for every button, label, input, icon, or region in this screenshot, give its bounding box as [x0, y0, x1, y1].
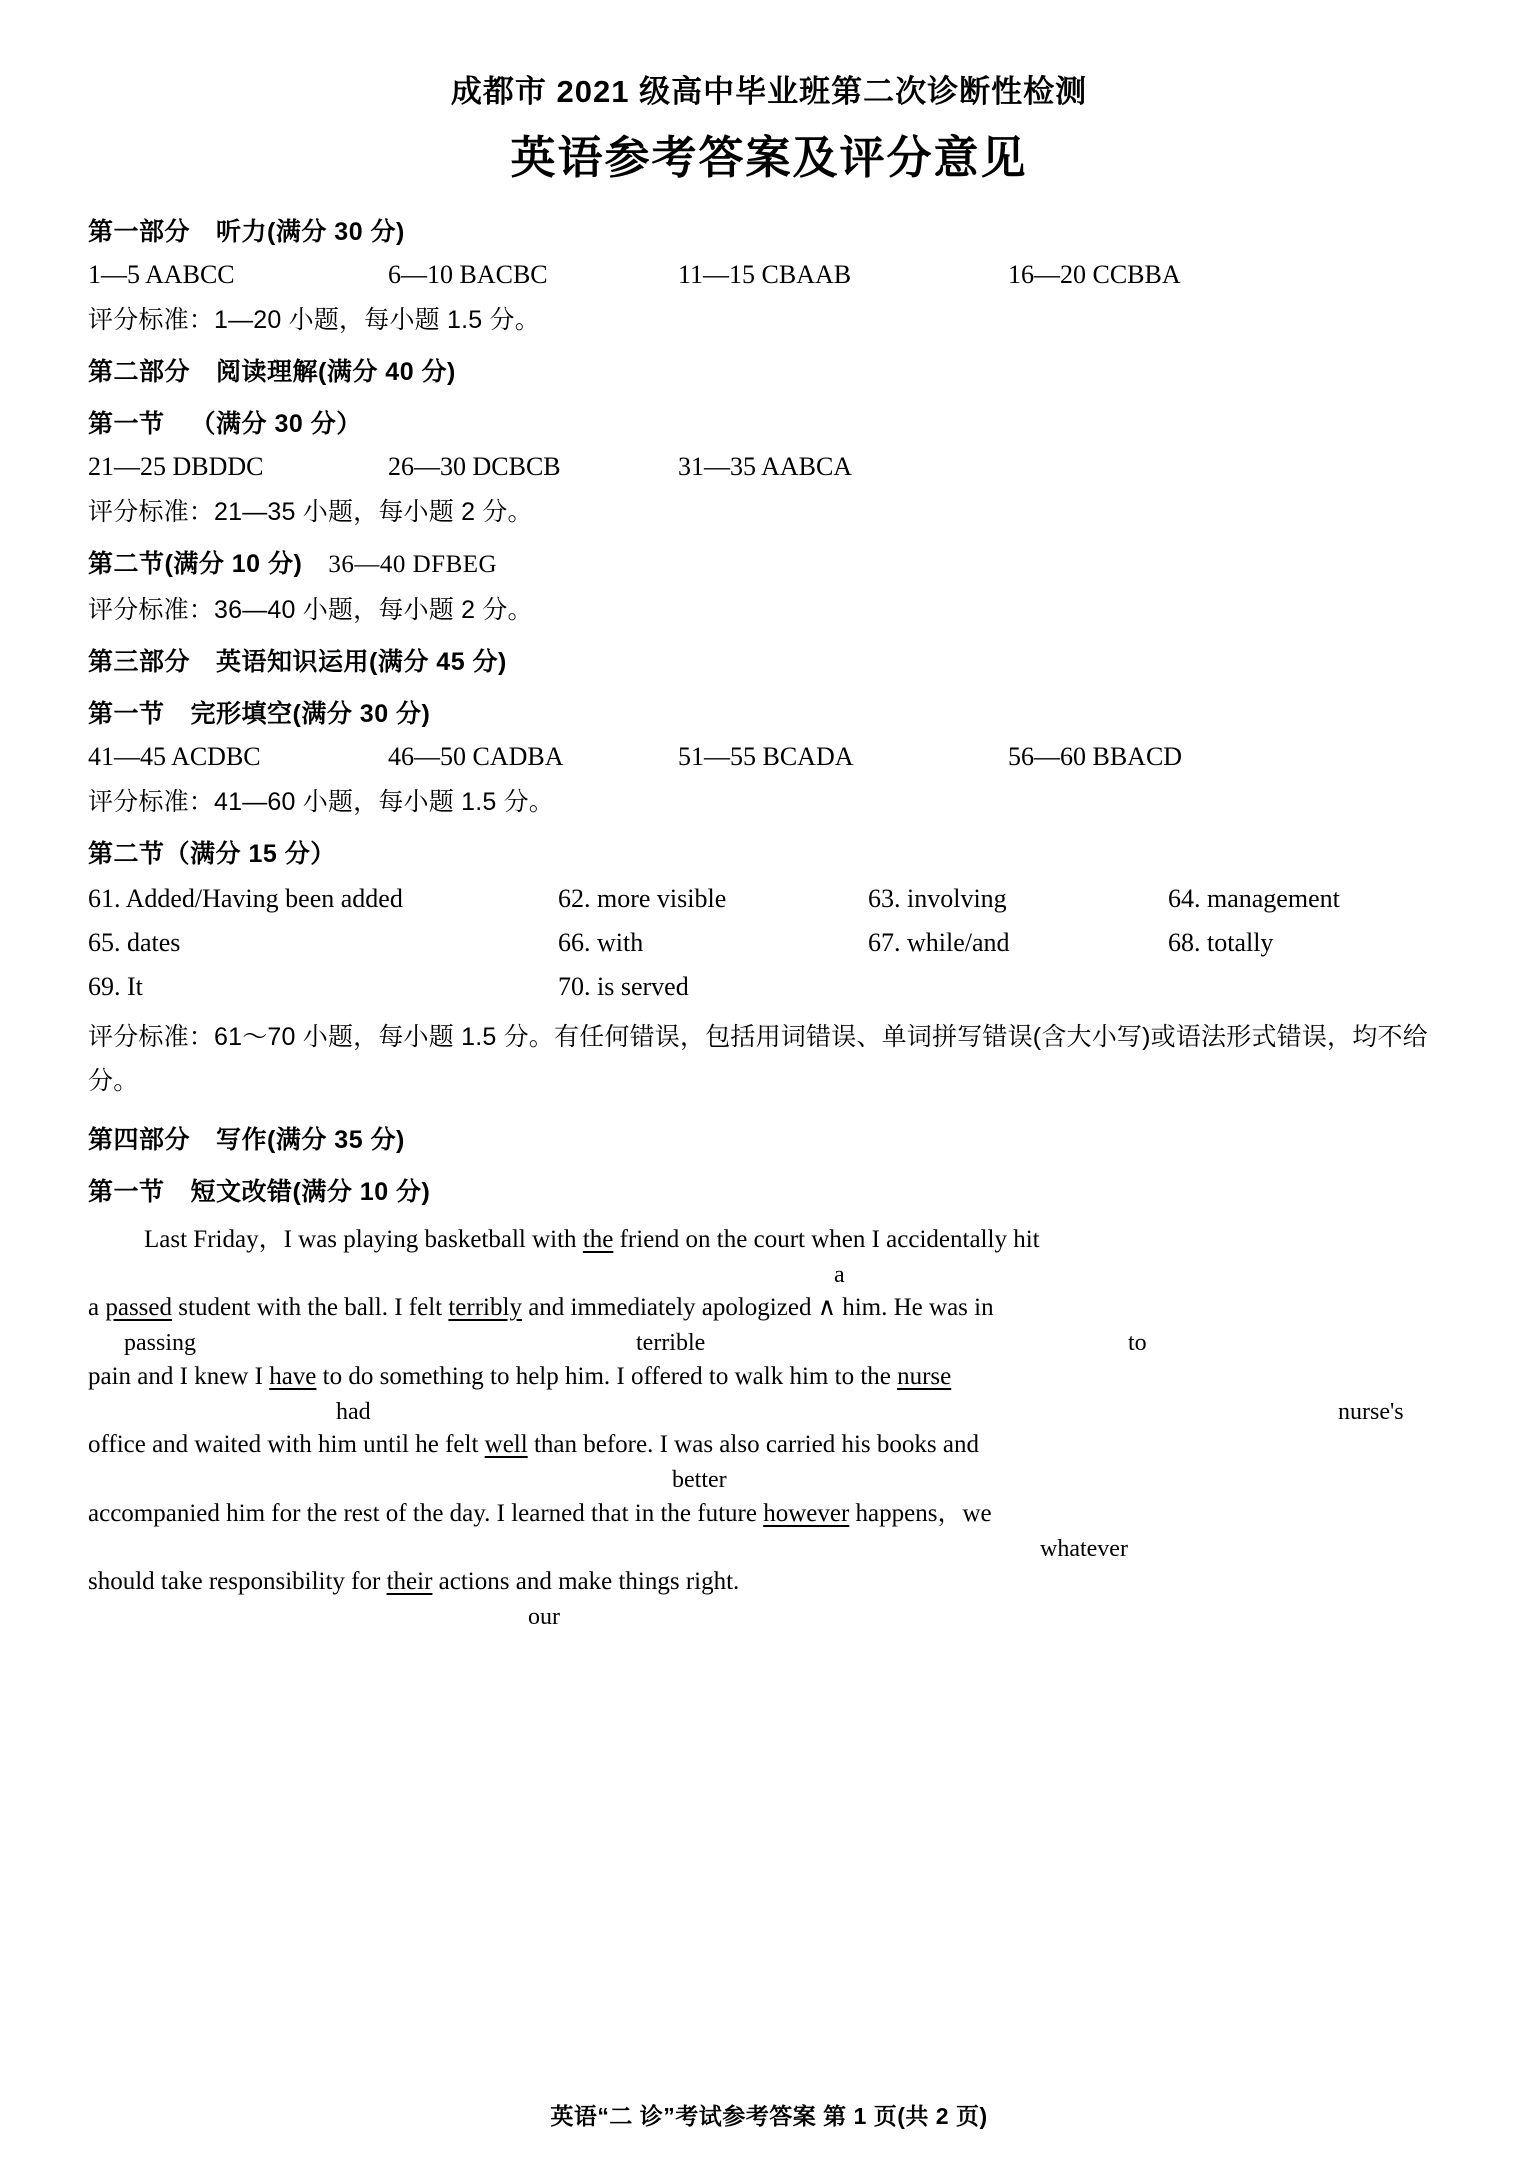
correction-line [88, 1292, 1450, 1356]
blank-answer [868, 884, 1168, 914]
part4-heading [88, 1120, 1450, 1156]
answer-group: 41—45 ACDBC [88, 742, 261, 771]
corrected-word: have [269, 1362, 317, 1390]
page-title: 成都市 2021 级高中毕业班第二次诊断性检测 [450, 74, 1088, 109]
correction-mark: better [672, 1467, 727, 1493]
passage-text: accompanied him for the rest of the day. I learned that in the future [88, 1499, 764, 1527]
passage-text: student with the ball. I felt [172, 1294, 449, 1321]
part4-section1-heading [88, 1172, 1450, 1208]
answer-group: 11—15 CBAAB [678, 260, 852, 289]
part3-heading-sub: 英语知识运用(满分 45 分) [216, 648, 507, 676]
answer-group: 26—30 DCBCB [388, 452, 561, 481]
corrected-word: the [582, 1225, 614, 1253]
passage-text: pain and I knew I [88, 1362, 270, 1390]
part3-heading-label: 第三部分 [88, 648, 191, 676]
part2-heading [88, 352, 1450, 388]
correction-line [88, 1566, 1450, 1630]
blank-answers-row [88, 972, 1450, 1002]
blank-text: Added/Having been added [125, 884, 403, 913]
part1-answers [88, 260, 1450, 290]
corrected-word: terribly [448, 1294, 522, 1321]
correction-mark: a [834, 1261, 845, 1288]
blank-number: 69. [88, 972, 121, 1001]
part2-section1-heading [88, 404, 1450, 440]
passage-text: office and waited with him until he felt [88, 1431, 485, 1458]
answer-group: 56—60 BBACD [1008, 742, 1183, 771]
passage-text: Last Friday，I was playing basketball with [144, 1225, 583, 1253]
part2-section1-label: 第一节 [88, 410, 165, 438]
part2-section2-label: 第二节(满分 10 分) [88, 550, 303, 578]
blank-answers-row [88, 884, 1450, 914]
corrected-word: nurse [897, 1362, 952, 1390]
correction-mark: passing [124, 1330, 196, 1356]
correction-line [88, 1429, 1450, 1493]
page-subtitle: 英语参考答案及评分意见 [510, 132, 1028, 183]
blank-text: It [127, 972, 143, 1001]
answer-group: 51—55 BCADA [678, 742, 854, 771]
correction-mark: terrible [636, 1330, 706, 1356]
passage-text: friend on the court when I accidentally hit [613, 1225, 1040, 1253]
blank-text: with [597, 928, 644, 957]
answer-group: 6—10 BACBC [388, 260, 548, 289]
answer-group: 31—35 AABCA [678, 452, 853, 481]
part2-section1-sub: （满分 30 分） [190, 410, 362, 438]
blank-number: 65. [88, 928, 121, 957]
blank-answer [1168, 928, 1428, 958]
correction-line [88, 1224, 1450, 1288]
blank-answer [88, 972, 558, 1002]
page-footer: 英语“二 诊”考试参考答案 第 1 页(共 2 页) [550, 2103, 988, 2129]
answer-group: 21—25 DBDDC [88, 452, 264, 481]
part2-section1-criteria: 评分标准：21—35 小题，每小题 2 分。 [88, 498, 533, 526]
blank-number: 64. [1168, 884, 1201, 913]
part4-heading-sub: 写作(满分 35 分) [216, 1125, 405, 1154]
part2-section2-answers: 36—40 DFBEG [328, 551, 498, 578]
correction-mark: nurse's [1338, 1398, 1404, 1425]
correction-mark: to [1128, 1330, 1147, 1356]
corrected-word: passed [105, 1294, 173, 1321]
blank-answer [88, 884, 558, 914]
passage-text: actions and make things right. [432, 1568, 740, 1595]
answer-group: 1—5 AABCC [88, 260, 235, 289]
part3-section1-sub: 完形填空(满分 30 分) [190, 700, 431, 728]
correction-mark: whatever [1040, 1535, 1128, 1562]
blank-number: 67. [868, 928, 901, 957]
part3-section2-heading: 第二节（满分 15 分） [88, 840, 336, 868]
part2-heading-sub: 阅读理解(满分 40 分) [216, 358, 456, 386]
blank-text: while/and [907, 928, 1010, 957]
blank-answer [558, 972, 868, 1002]
part3-section2-criteria: 评分标准：61～70 小题，每小题 1.5 分。有任何错误，包括用词错误、单词拼写错误(含大小写)或语法形式错误，均不给分。 [88, 1023, 1428, 1095]
blank-answer [558, 884, 868, 914]
blank-number: 61. [88, 884, 121, 913]
correction-mark: had [336, 1398, 371, 1425]
blank-answer [1168, 884, 1428, 914]
blank-answer [88, 928, 558, 958]
part2-heading-label: 第二部分 [88, 358, 191, 386]
part4-section1-label: 第一节 [88, 1177, 165, 1206]
error-correction-passage [88, 1224, 1450, 1630]
part4-heading-label: 第四部分 [88, 1125, 191, 1154]
part4-section1-sub: 短文改错(满分 10 分) [190, 1177, 431, 1206]
part3-section1-heading [88, 694, 1450, 730]
correction-line [88, 1498, 1450, 1562]
part3-section1-label: 第一节 [88, 700, 165, 728]
part1-heading [88, 212, 1450, 248]
blank-number: 68. [1168, 928, 1201, 957]
passage-text: happens，we [849, 1499, 992, 1527]
blank-text: more visible [597, 884, 727, 913]
blank-number: 63. [868, 884, 901, 913]
blank-text: involving [907, 884, 1007, 913]
corrected-word: however [763, 1499, 850, 1527]
passage-text: to do something to help him. I offered to walk him to the [316, 1362, 898, 1390]
part1-criteria: 评分标准：1—20 小题，每小题 1.5 分。 [88, 306, 540, 334]
passage-text: a [88, 1294, 106, 1321]
part2-section2-criteria: 评分标准：36—40 小题，每小题 2 分。 [88, 596, 533, 624]
blank-text: is served [597, 972, 689, 1001]
answer-group: 16—20 CCBBA [1008, 260, 1181, 289]
blank-number: 66. [558, 928, 591, 957]
part2-section1-answers [88, 452, 1450, 482]
correction-mark: our [528, 1604, 560, 1630]
part1-heading-label: 第一部分 [88, 218, 191, 246]
blank-number: 62. [558, 884, 591, 913]
blank-answer [558, 928, 868, 958]
part3-section1-answers [88, 742, 1450, 772]
corrected-word: their [386, 1568, 433, 1595]
passage-text: should take responsibility for [88, 1568, 387, 1595]
part3-section1-criteria: 评分标准：41—60 小题，每小题 1.5 分。 [88, 788, 555, 816]
blank-text: totally [1207, 928, 1274, 957]
part1-heading-sub: 听力(满分 30 分) [216, 218, 405, 246]
passage-text: than before. I was also carried his books and [527, 1431, 979, 1458]
blank-number: 70. [558, 972, 591, 1001]
blank-answer [868, 928, 1168, 958]
part2-section2-heading [88, 544, 1450, 580]
correction-line [88, 1361, 1450, 1425]
answer-group: 46—50 CADBA [388, 742, 564, 771]
part3-heading [88, 642, 1450, 678]
corrected-word: well [484, 1431, 528, 1458]
passage-text: and immediately apologized ∧ him. He was in [521, 1294, 994, 1321]
blank-text: management [1207, 884, 1340, 913]
blank-answers-row [88, 928, 1450, 958]
blank-text: dates [127, 928, 181, 957]
